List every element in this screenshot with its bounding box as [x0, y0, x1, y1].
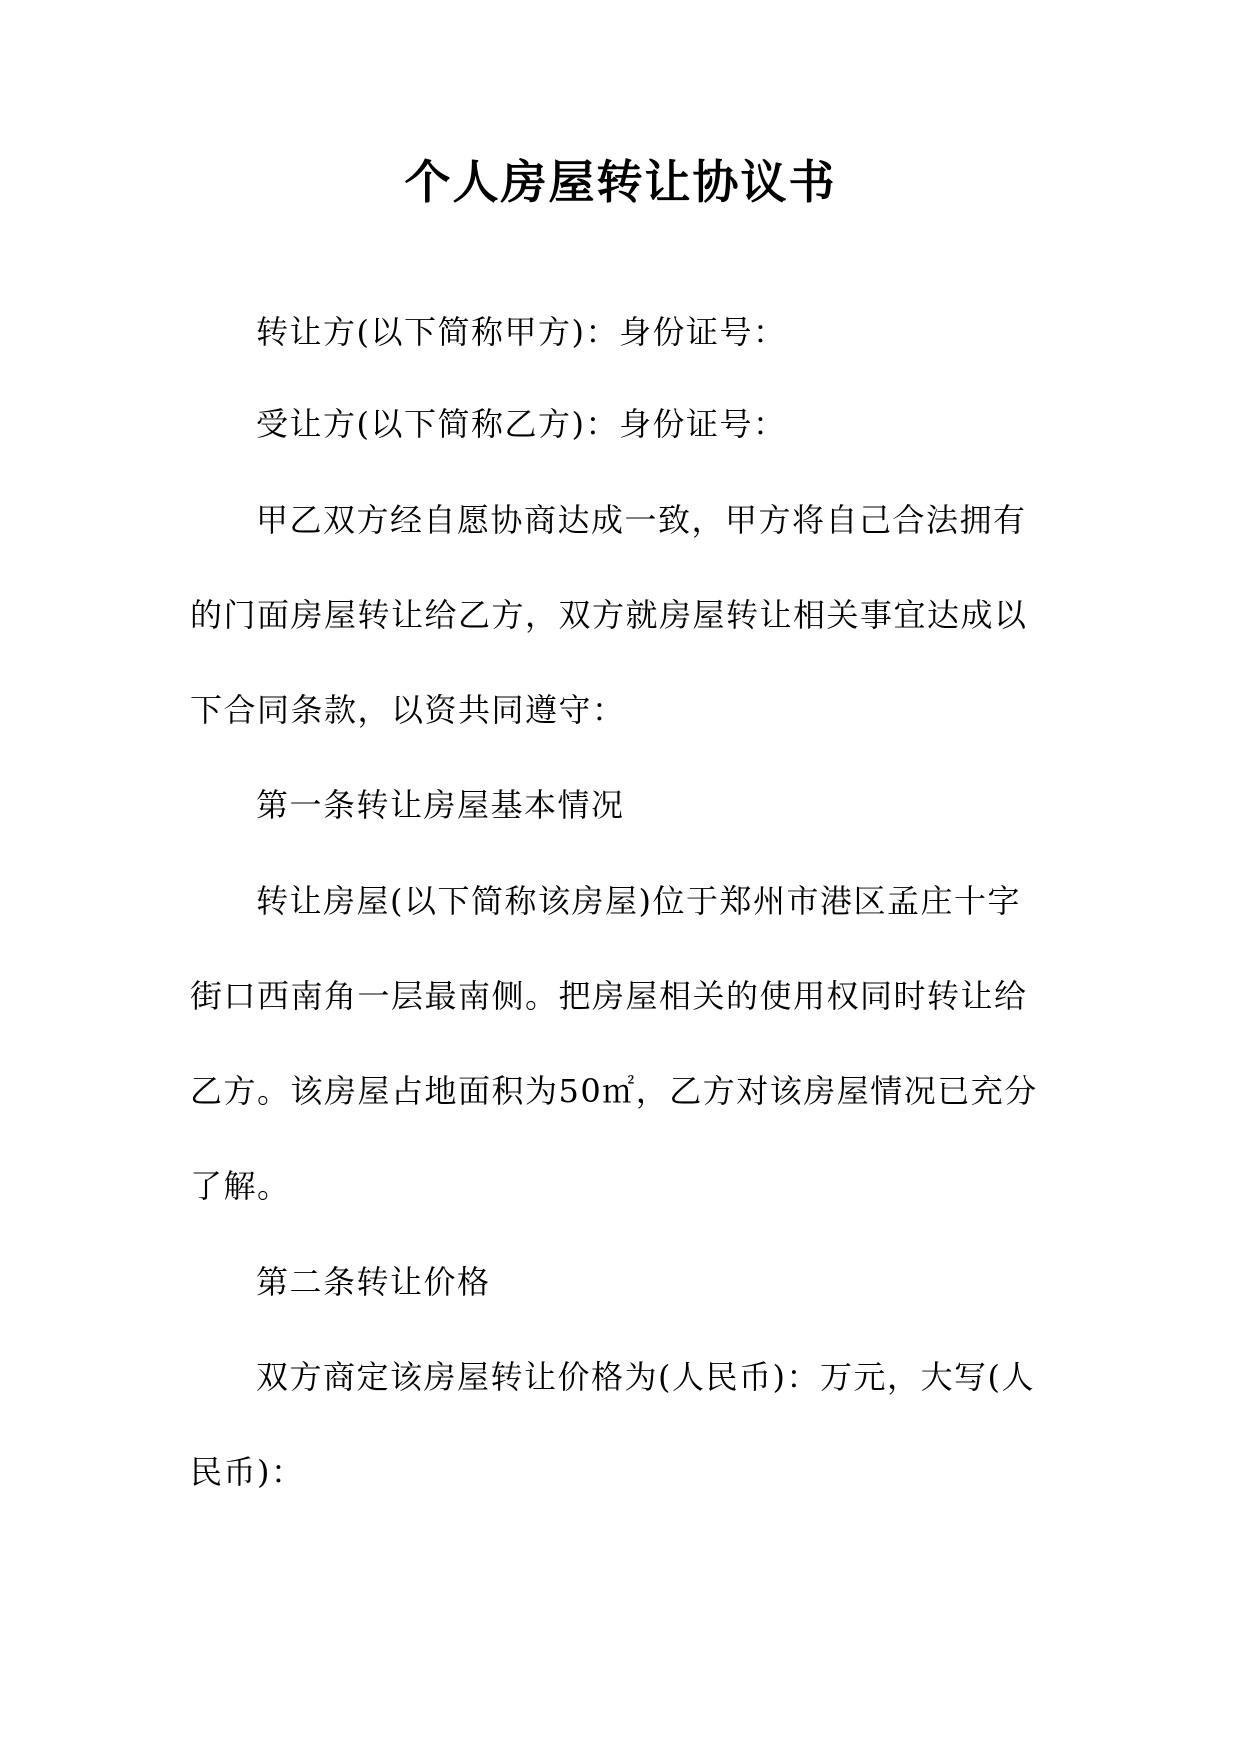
transferor-line: 转让方(以下简称甲方)：身份证号： — [256, 313, 787, 351]
document-title: 个人房屋转让协议书 — [404, 155, 837, 209]
paragraph-line: 街口西南角一层最南侧。把房屋相关的使用权同时转让给 — [190, 977, 1028, 1015]
paragraph-line: 乙方。该房屋占地面积为50㎡，乙方对该房屋情况已充分 — [190, 1072, 1038, 1110]
paragraph-line: 转让房屋(以下简称该房屋)位于郑州市港区孟庄十字 — [256, 882, 1021, 920]
paragraph-line: 了解。 — [190, 1167, 291, 1205]
article-heading: 第一条转让房屋基本情况 — [256, 786, 625, 824]
paragraph-line: 甲乙双方经自愿协商达成一致，甲方将自己合法拥有 — [256, 501, 1027, 539]
paragraph-line: 的门面房屋转让给乙方，双方就房屋转让相关事宜达成以 — [190, 596, 1028, 634]
paragraph-line: 下合同条款，以资共同遵守： — [190, 691, 626, 729]
paragraph-line: 双方商定该房屋转让价格为(人民币)：万元，大写(人 — [256, 1358, 1035, 1396]
transferee-line: 受让方(以下简称乙方)：身份证号： — [256, 405, 787, 443]
article-heading: 第二条转让价格 — [256, 1263, 491, 1301]
paragraph-line: 民币)： — [190, 1453, 305, 1491]
